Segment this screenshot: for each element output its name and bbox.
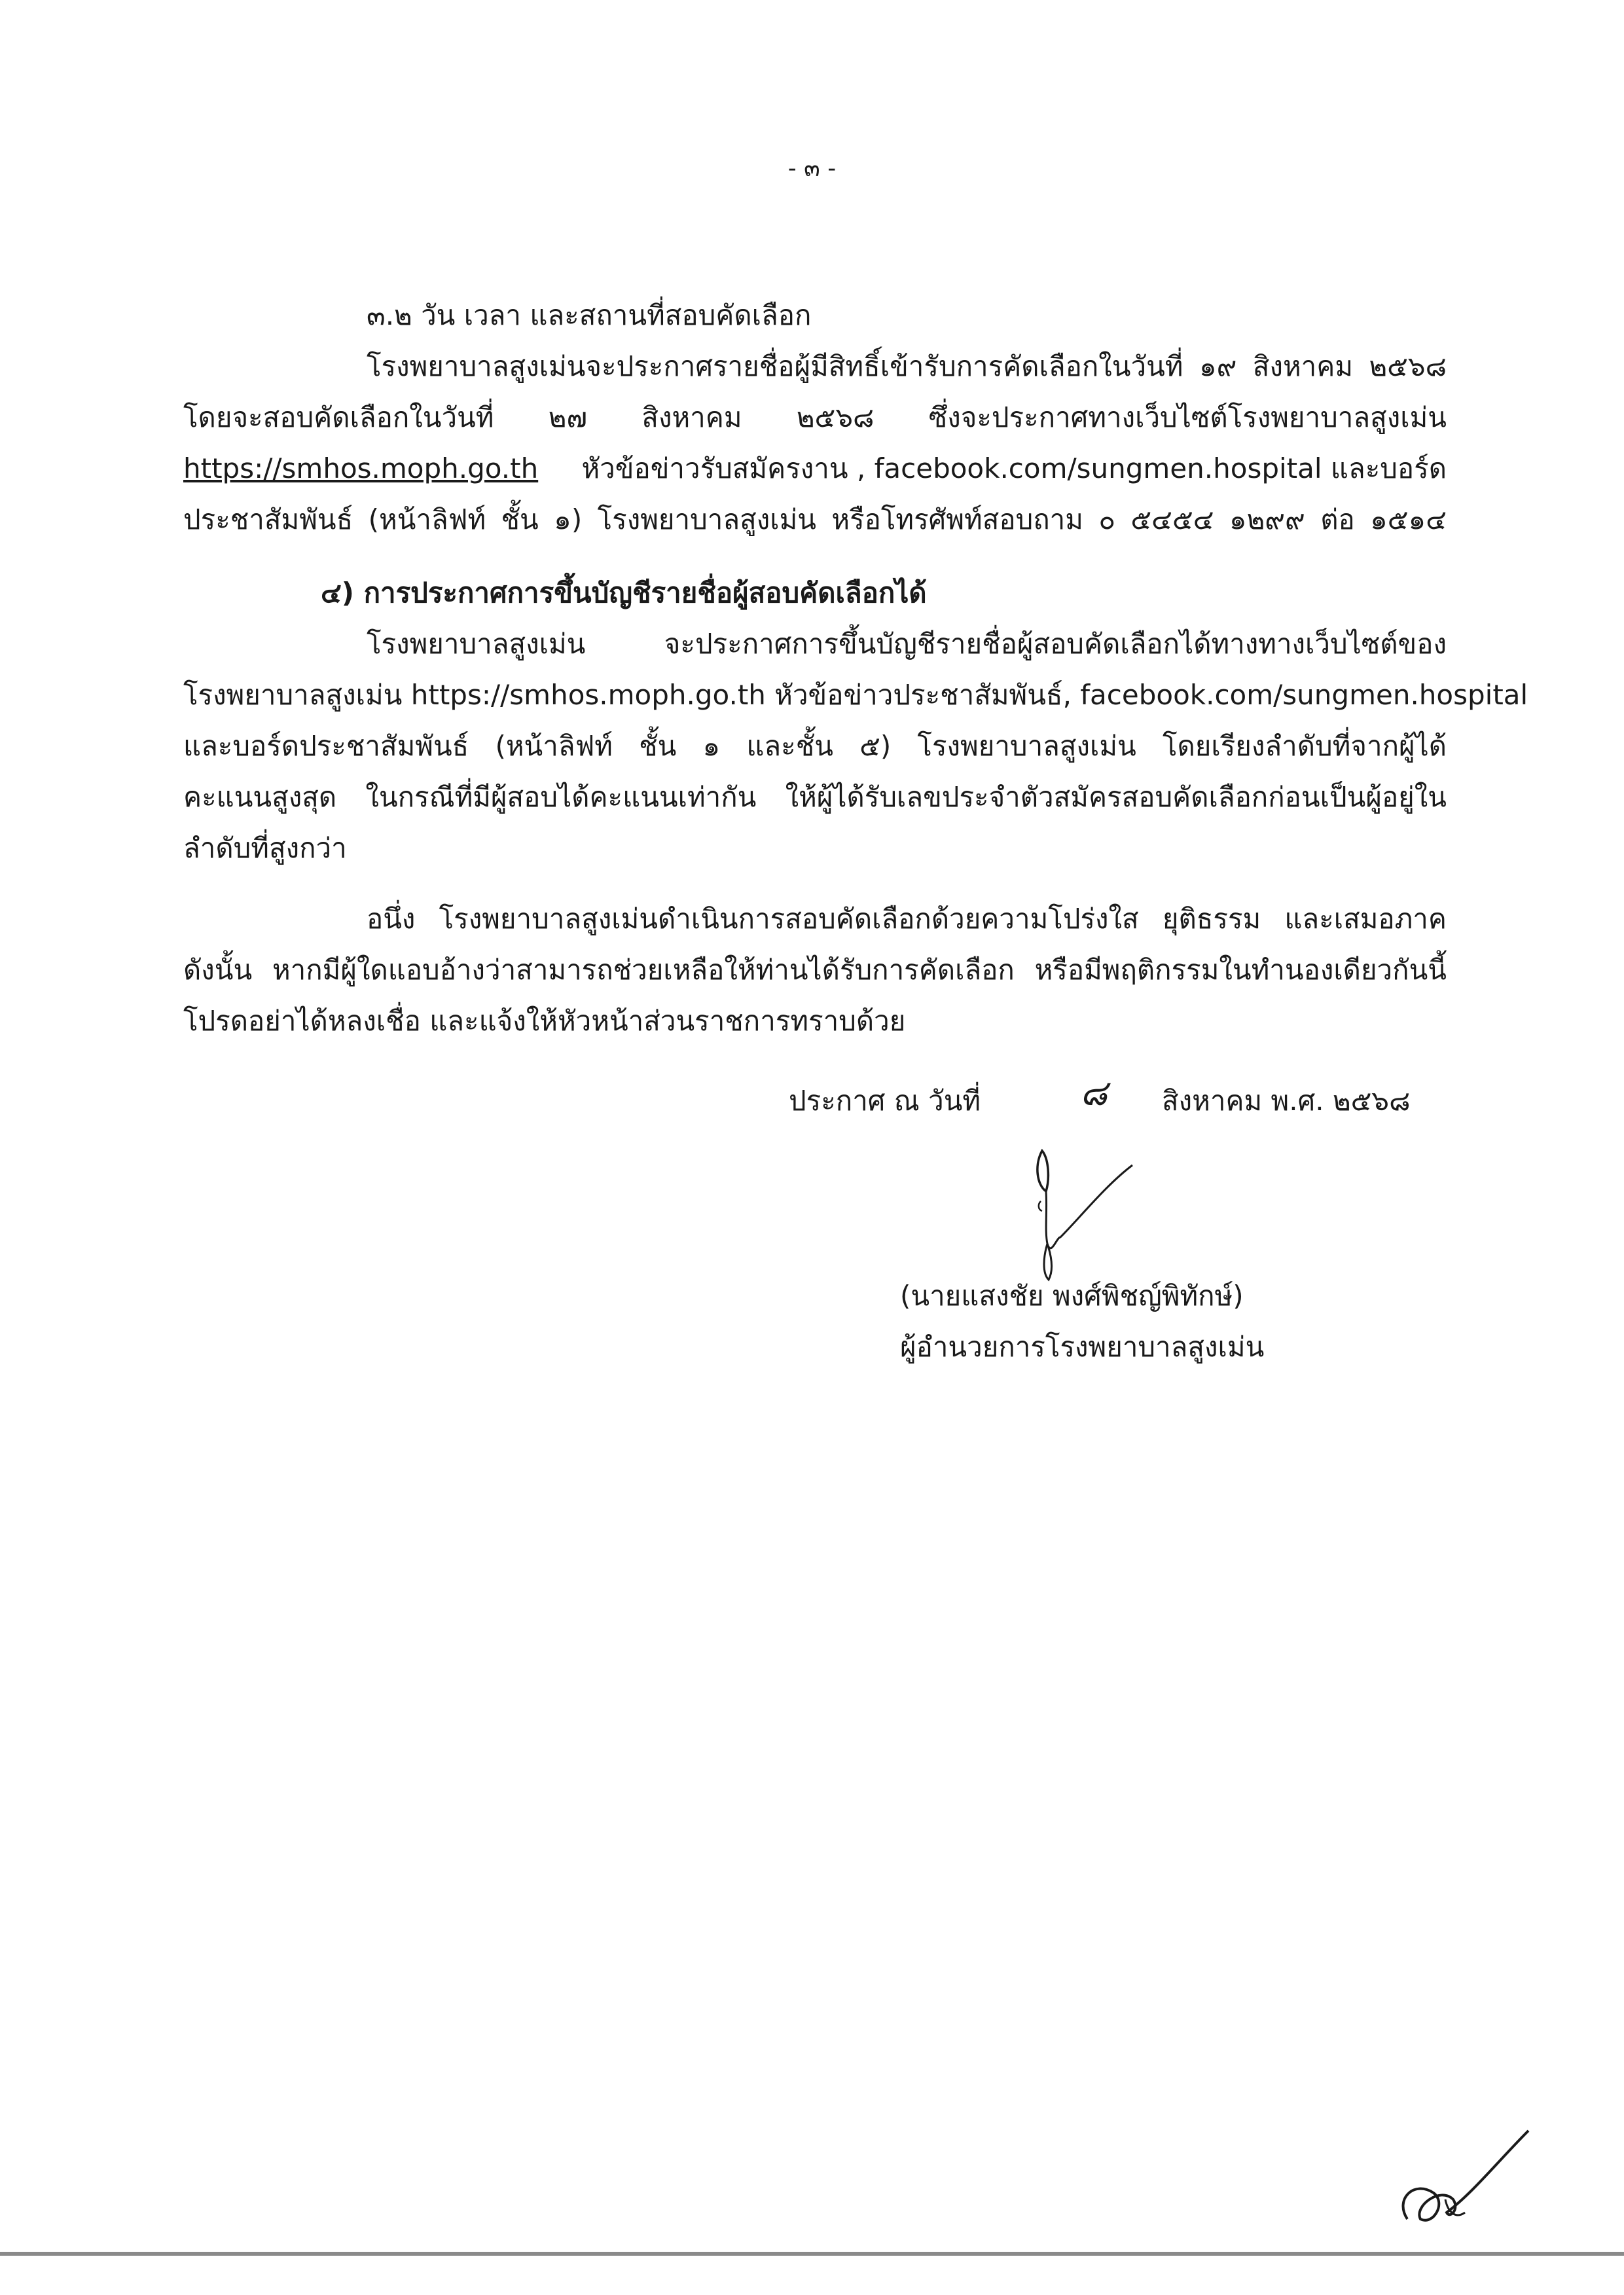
- notice-line1: อนึ่ง โรงพยาบาลสูงเม่นดำเนินการสอบคัดเลือกด้วยความโปร่งใส ยุติธรรม และเสมอภาค: [367, 903, 1447, 935]
- section-3-2-line2: โดยจะสอบคัดเลือกในวันที่ ๒๗ สิงหาคม ๒๕๖๘ ซึ่งจะประกาศทางเว็บไซต์โรงพยาบาลสูงเม่น: [183, 401, 1447, 433]
- section-4-line5: ลำดับที่สูงกว่า: [183, 832, 347, 864]
- signatory-position: ผู้อำนวยการโรงพยาบาลสูงเม่น: [900, 1331, 1265, 1363]
- signature-mark: [1008, 1139, 1191, 1290]
- section-4-line4: คะแนนสูงสุด ในกรณีที่มีผู้สอบได้คะแนนเท่ากัน ให้ผู้ได้รับเลขประจำตัวสมัครสอบคัดเลือกก่อนเป็นผู้อยู่ใน: [183, 781, 1447, 813]
- section-3-2-line4: ประชาสัมพันธ์ (หน้าลิฟท์ ชั้น ๑) โรงพยาบาลสูงเม่น หรือโทรศัพท์สอบถาม ๐ ๕๔๕๔ ๑๒๙๙ ต่อ ๑๕๑๔: [183, 503, 1447, 535]
- notice-line3: โปรดอย่าได้หลงเชื่อ และแจ้งให้หัวหน้าส่วนราชการทราบด้วย: [183, 1005, 906, 1037]
- announcement-day: ๘: [1080, 1072, 1108, 1113]
- announcement-prefix: ประกาศ ณ วันที่: [789, 1085, 981, 1117]
- section-3-2-line3-rest: หัวข้อข่าวรับสมัครงาน , facebook.com/sungmen.hospital และบอร์ด: [581, 452, 1447, 484]
- section-3-2-title: ๓.๒ วัน เวลา และสถานที่สอบคัดเลือก: [367, 299, 812, 331]
- signatory-name: (นายแสงชัย พงศ์พิชญ์พิทักษ์): [900, 1280, 1244, 1312]
- section-4-line3: และบอร์ดประชาสัมพันธ์ (หน้าลิฟท์ ชั้น ๑ และชั้น ๕) โรงพยาบาลสูงเม่น โดยเรียงลำดับที่จากผู้ได้: [183, 730, 1447, 762]
- section-4-line1: โรงพยาบาลสูงเม่น จะประกาศการขึ้นบัญชีรายชื่อผู้สอบคัดเลือกได้ทางทางเว็บไซต์ของ: [367, 628, 1447, 660]
- section-3-2-line3: [183, 449, 1447, 488]
- announcement-month-year: สิงหาคม พ.ศ. ๒๕๖๘: [1162, 1085, 1411, 1117]
- section-4-heading: ๔) การประกาศการขึ้นบัญชีรายชื่อผู้สอบคัดเลือกได้: [321, 577, 927, 609]
- section-4-line2: โรงพยาบาลสูงเม่น https://smhos.moph.go.th หัวข้อข่าวประชาสัมพันธ์, facebook.com/sungmen.hospital: [183, 679, 1528, 711]
- notice-line2: ดังนั้น หากมีผู้ใดแอบอ้างว่าสามารถช่วยเหลือให้ท่านได้รับการคัดเลือก หรือมีพฤติกรรมในทำนองเดียวกันนี้: [183, 954, 1447, 986]
- scan-bottom-edge: [0, 2252, 1624, 2256]
- website-link[interactable]: https://smhos.moph.go.th: [183, 452, 539, 484]
- initials-mark: [1388, 2121, 1545, 2239]
- section-3-2-line1: โรงพยาบาลสูงเม่นจะประกาศรายชื่อผู้มีสิทธิ์เข้ารับการคัดเลือกในวันที่ ๑๙ สิงหาคม ๒๕๖๘: [367, 350, 1447, 382]
- page-number: - ๓ -: [787, 155, 837, 182]
